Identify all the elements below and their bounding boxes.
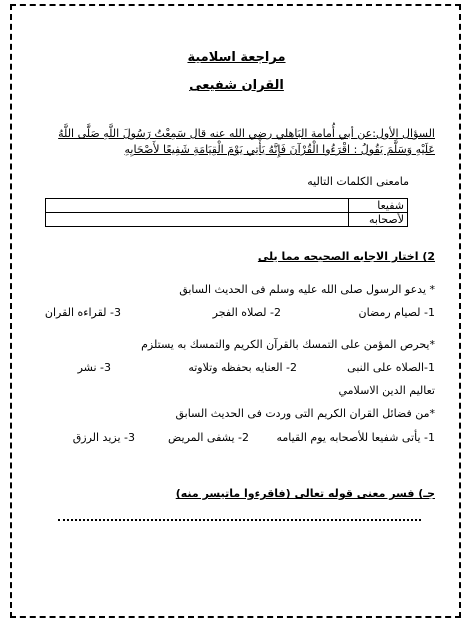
question-1-label: السؤال الأول: [372, 127, 435, 140]
question-text: *من فضائل القران الكريم التى وردت فى الحديث السابق [175, 407, 435, 420]
page-title: مراجعة اسلامية [187, 50, 286, 65]
section-2-heading: 2) اختار الاجابه الصحيحه مما يلى [257, 250, 435, 263]
hadith-block [40, 126, 435, 158]
meanings-prompt: مامعنى الكلمات التاليه [307, 175, 409, 188]
question-text: *يحرص المؤمن على التمسك بالقرآن الكريم والتمسك به يستلزم [141, 338, 435, 351]
option[interactable]: 1- لصيام رمضان [358, 306, 435, 319]
option[interactable]: 3- يزيد الرزق [72, 431, 135, 444]
option-continuation: تعاليم الدين الاسلامي [338, 384, 435, 397]
section-3-heading: جـ) فسر معنى قوله تعالى (فاقرءوا ماتيسر منه) [175, 487, 435, 500]
option[interactable]: 3- لقراءه القران [44, 306, 121, 319]
answer-cell[interactable] [46, 213, 349, 227]
option[interactable]: 2- يشفى المريض [168, 431, 249, 444]
question-text: * يدعو الرسول صلى الله عليه وسلم فى الحديث السابق [179, 283, 435, 296]
option[interactable]: 2- لصلاه الفجر [212, 306, 281, 319]
table-row [46, 213, 408, 227]
hadith-text: عن أبي أُمامة البَاهلي رضي الله عنه قال سَمِعْتُ رَسُولَ اللَّهِ صَلَّى اللَّهُ عَلَيْهِ وَسَلَّمَ يَقُولُ : اقْرَءُوا الْقُرْآنَ فَإِنَّهُ يَأْتِي يَوْمَ الْقِيَامَةِ شَفِيعًا لأَصْحَابِهِ [58, 127, 435, 156]
word-cell: شفيعا [349, 199, 408, 213]
answer-line[interactable] [58, 513, 421, 521]
answer-cell[interactable] [46, 199, 349, 213]
word-cell: لأصحابه [349, 213, 408, 227]
option[interactable]: 1-الصلاه على النبى [347, 361, 435, 374]
option[interactable]: 1- يأتى شفيعا للأصحابه يوم القيامه [276, 431, 435, 444]
table-row [46, 199, 408, 213]
option[interactable]: 2- العنايه بحفظه وتلاوته [188, 361, 297, 374]
option[interactable]: 3- نشر [77, 361, 111, 374]
meanings-table [45, 198, 408, 227]
page-subtitle: القران شفيعى [189, 78, 284, 93]
